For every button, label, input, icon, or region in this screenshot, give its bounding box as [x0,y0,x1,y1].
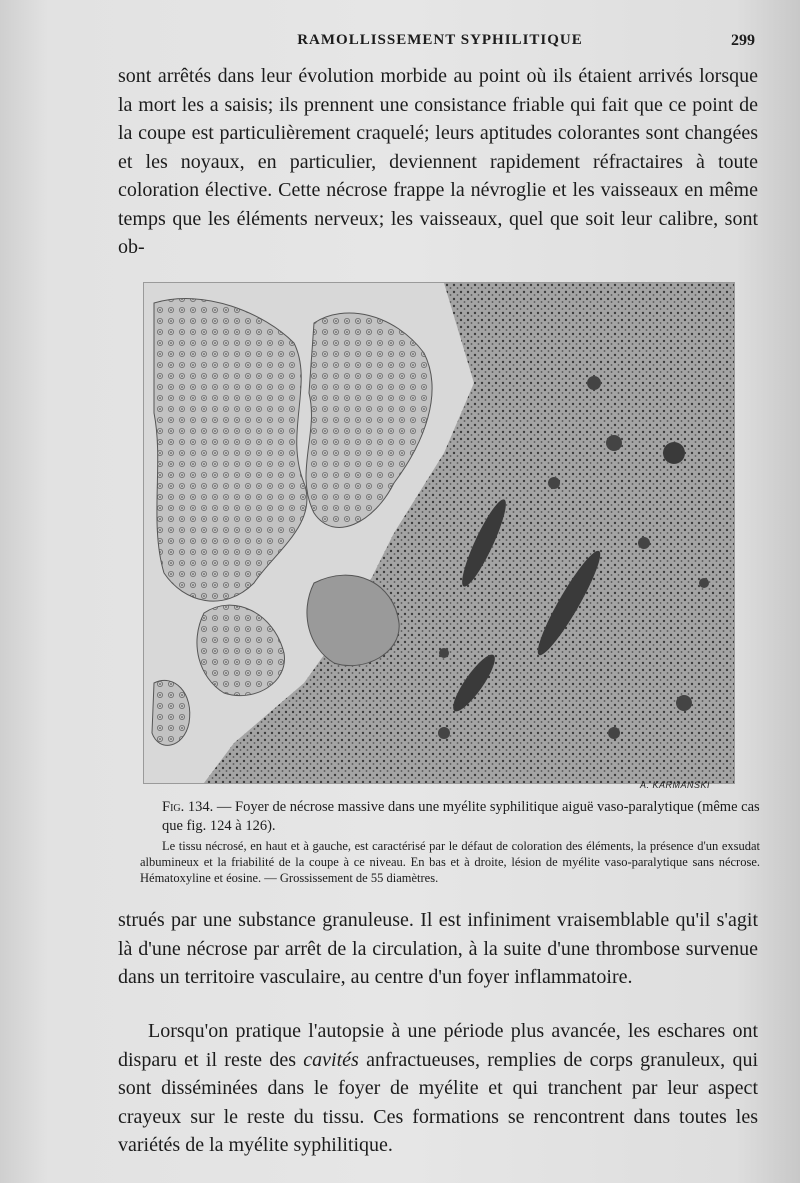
paragraph-1: sont arrêtés dans leur évolution morbide au point où ils étaient arrivés lorsque la mort les a saisis; ils prennent une consistance friable qui fait que ce point de la coupe est particulièrement craquelé; leurs aptitudes colorantes sont changées et les noyaux, en particulier, deviennent rapidement réfractaires à toute coloration élective. Cette nécrose frappe la névroglie et les vaisseaux en même temps que les éléments nerveux; les vaisseaux, quel que soit leur calibre, sont ob- [118,65,758,258]
paragraph-3-after: anfractueuses, remplies de corps granuleux, qui sont disséminées dans le foyer de myélite et qui tranchent par leur aspect crayeux sur le reste du tissu. Ces formations se rencontrent dans toutes les variétés de la myélite syphilitique. [118,1048,758,1156]
illustrator-signature: A. KARMANSKI [640,780,711,790]
histology-figure [143,282,735,784]
running-head [120,30,760,54]
figure-caption [140,798,760,886]
page-number: 299 [731,32,755,49]
paragraph-3 [118,1017,758,1160]
caption-description: Le tissu nécrosé, en haut et à gauche, est caractérisé par le défaut de coloration des éléments, la présence d'un exsudat albumineux et la friabilité de la coupe à ce niveau. En bas et à droite, lésion de myélite vaso-paralytique sans nécrose. Hématoxyline et éosine. — Grossissement de 55 diamètres. [140,839,760,885]
paragraph-3-before: Lorsqu'on pratique l'autopsie à une période plus avancée, les eschares ont disparu et il reste des [118,1020,758,1071]
paragraph-2: strués par une substance granuleuse. Il est infiniment vraisemblable qu'il s'agit là d'une nécrose par arrêt de la circulation, à la suite d'une thrombose survenue dans un territoire vasculaire, au centre d'un foyer inflammatoire. [118,909,758,988]
figure-label: Fig. 134. [162,799,214,815]
caption-heading [162,798,760,836]
caption-title: — Foyer de nécrose massive dans une myélite syphilitique aiguë vaso-paralytique (même cas que fig. 124 à 126). [162,799,760,834]
histology-illustration [144,283,734,783]
paragraph-3-italic: cavités [303,1048,359,1071]
running-title: RAMOLLISSEMENT SYPHILITIQUE [297,32,583,48]
